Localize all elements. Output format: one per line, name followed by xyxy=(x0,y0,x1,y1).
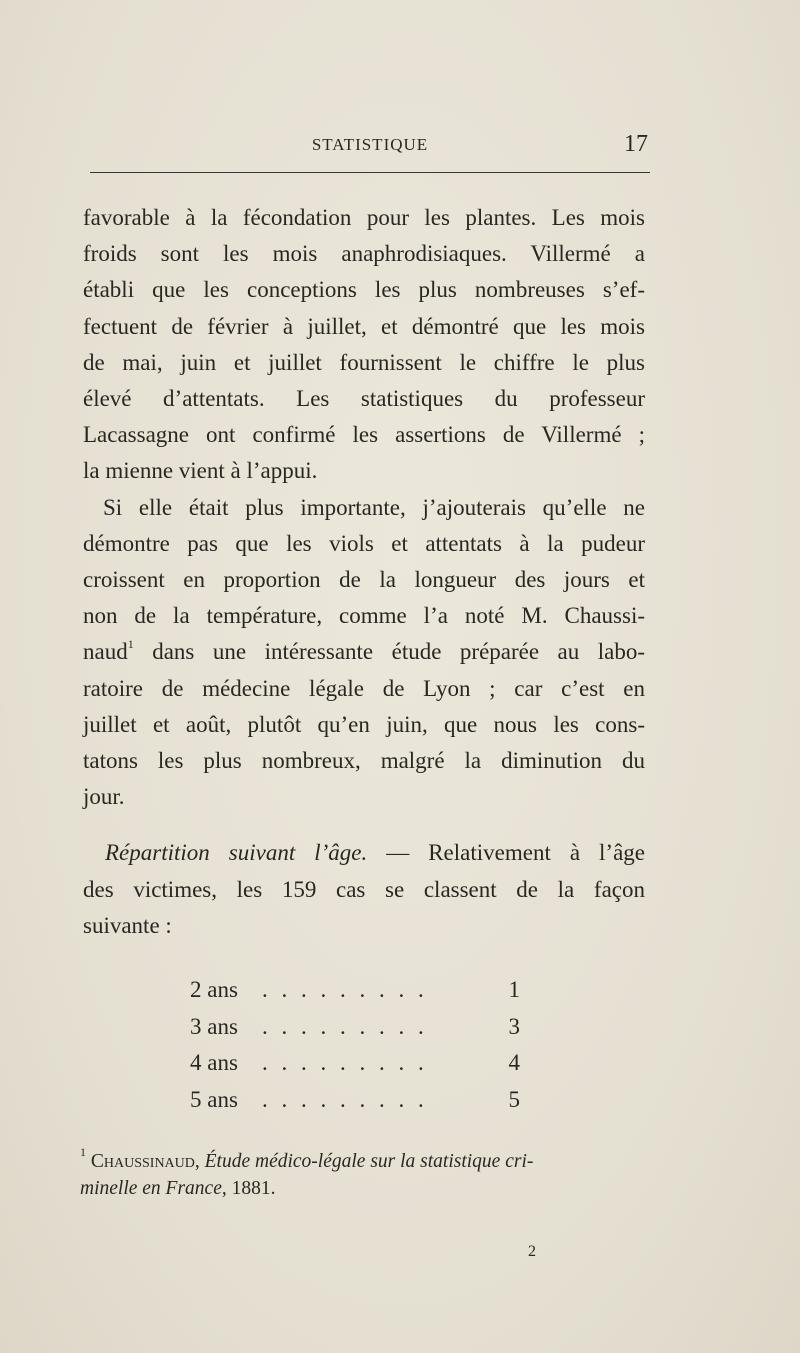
text-line: suivante : xyxy=(83,912,172,938)
body-text xyxy=(83,200,645,944)
footnote-marker: 1 xyxy=(80,1145,86,1159)
text-line: élevé d’attentats. Les statistiques du professeur xyxy=(83,386,645,412)
table-row xyxy=(182,1009,532,1046)
text-line: favorable à la fécondation pour les plantes. Les mois xyxy=(83,205,645,230)
footnote-title-cont: minelle en France xyxy=(80,1178,222,1199)
signature-mark: 2 xyxy=(528,1243,536,1260)
footnote-year: , 1881. xyxy=(221,1178,276,1199)
text-fragment: dans une intéressante étude préparée au labo- xyxy=(152,639,646,665)
footnote-reference: 1 xyxy=(127,637,134,652)
text-fragment: — Relativement à l’âge xyxy=(367,840,645,866)
footnote-line: $^1$ Chaussinaud, Étude médico-légale sur la statistique cri- xyxy=(80,1145,534,1172)
footnote-title: Étude médico-légale sur la statistique cri- xyxy=(204,1151,534,1172)
table-row xyxy=(182,972,532,1009)
footnote xyxy=(80,1145,660,1202)
text-fragment: naud xyxy=(83,639,128,665)
age-label: 4 ans xyxy=(190,1050,238,1075)
text-line: croissent en proportion de la longueur des jours et xyxy=(83,567,645,593)
running-head xyxy=(90,133,650,163)
header-rule xyxy=(90,172,650,173)
footnote-line xyxy=(80,1175,660,1202)
age-distribution-table xyxy=(182,972,532,1118)
text-line: non de la température, comme l’a noté M. Chaussi- xyxy=(83,603,645,629)
text-line: démontre pas que les viols et attentats à la pudeur xyxy=(83,530,645,556)
age-label: 3 ans xyxy=(190,1013,238,1039)
text-line: juillet et août, plutôt qu’en juin, que nous les cons- xyxy=(83,711,645,737)
text-line: de mai, juin et juillet fournissent le chiffre le plus xyxy=(83,349,645,375)
text-line: fectuent de février à juillet, et démontré que les mois xyxy=(83,313,645,339)
text-line: froids sont les mois anaphrodisiaques. Villermé a xyxy=(83,241,645,267)
text-line: ratoire de médecine légale de Lyon ; car c’est en xyxy=(83,675,645,701)
leader-dots: . . . . . . . . . xyxy=(262,1050,428,1075)
case-count: 4 xyxy=(508,1050,520,1075)
text-line: tatons les plus nombreux, malgré la diminution du xyxy=(83,748,645,774)
text-line-with-footnote-ref xyxy=(83,634,645,670)
text-line: établi que les conceptions les plus nombreuses s’ef- xyxy=(83,277,645,303)
section-heading-line xyxy=(83,835,645,871)
text-line: Lacassagne ont confirmé les assertions de Villermé ; xyxy=(83,422,645,448)
table-row xyxy=(182,1082,532,1119)
page-number: 17 xyxy=(624,131,648,157)
table-row xyxy=(182,1045,532,1082)
running-title: STATISTIQUE xyxy=(311,135,429,154)
text-line: des victimes, les 159 cas se classent de la façon xyxy=(83,876,645,902)
leader-dots: . . . . . . . . . xyxy=(262,1086,428,1112)
footnote-author: Chaussinaud xyxy=(90,1151,195,1172)
case-count: 1 xyxy=(508,977,520,1002)
text-line: Si elle était plus importante, j’ajouterais qu’elle ne xyxy=(103,494,645,520)
case-count: 3 xyxy=(508,1013,520,1039)
age-label: 2 ans xyxy=(190,977,238,1002)
age-label: 5 ans xyxy=(190,1086,238,1112)
leader-dots: . . . . . . . . . xyxy=(262,1013,428,1039)
leader-dots: . . . . . . . . . xyxy=(262,977,428,1002)
case-count: 5 xyxy=(508,1086,520,1112)
text-line: la mienne vient à l’appui. xyxy=(83,458,318,484)
section-title: Répartition suivant l’âge. xyxy=(105,840,368,866)
text-line: jour. xyxy=(83,784,125,810)
